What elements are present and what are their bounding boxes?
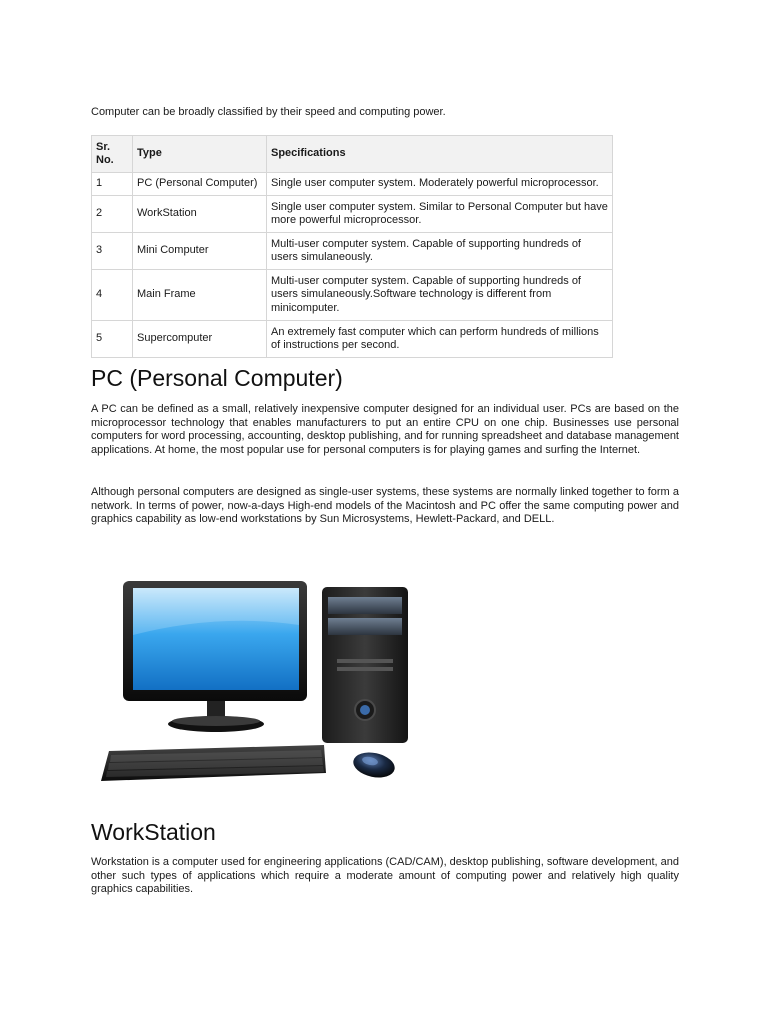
keyboard [101, 745, 326, 781]
pc-section-heading: PC (Personal Computer) [91, 365, 343, 391]
header-specifications: Specifications [267, 136, 613, 173]
table-header-row [92, 136, 613, 173]
table-row [92, 173, 613, 196]
cell-type: Supercomputer [133, 321, 267, 358]
cell-spec: Multi-user computer system. Capable of supporting hundreds of users simulaneously.Software technology is different from minicomputer. [267, 270, 613, 321]
table-row [92, 196, 613, 233]
workstation-section-heading: WorkStation [91, 819, 216, 845]
cell-no: 2 [92, 196, 133, 233]
cell-no: 3 [92, 233, 133, 270]
pc-paragraph-2: Although personal computers are designed as single-user systems, these systems are normally linked together to form a network. In terms of power, now-a-days High-end models of the Macintosh and PC offer the same computing power and graphics capability as low-end workstations by Sun Microsystems, Hewlett-Packard, and DELL. [91, 486, 679, 526]
cell-spec: Multi-user computer system. Capable of supporting hundreds of users simulaneously. [267, 233, 613, 270]
intro-text: Computer can be broadly classified by their speed and computing power. [91, 106, 446, 118]
table-row [92, 321, 613, 358]
workstation-paragraph-1: Workstation is a computer used for engineering applications (CAD/CAM), desktop publishing, software development, and other such types of applications which require a moderate amount of computing power and relatively high quality graphics capabilities. [91, 856, 679, 896]
cell-no: 4 [92, 270, 133, 321]
pc-paragraph-1: A PC can be defined as a small, relatively inexpensive computer designed for an individual user. PCs are based on the microprocessor technology that enables manufacturers to put an entire CPU on one chip. Businesses use personal computers for word processing, accounting, desktop publishing, and for running spreadsheet and database management applications. At home, the most popular use for personal computers is for playing games and surfing the Internet. [91, 403, 679, 457]
header-sr-no: Sr. No. [92, 136, 133, 173]
table-row [92, 270, 613, 321]
monitor [123, 581, 307, 732]
cell-no: 1 [92, 173, 133, 196]
computer-tower [322, 587, 408, 743]
cell-spec: Single user computer system. Similar to Personal Computer but have more powerful microprocessor. [267, 196, 613, 233]
mouse [351, 749, 397, 781]
cell-no: 5 [92, 321, 133, 358]
desktop-computer-illustration [99, 573, 414, 790]
cell-type: Mini Computer [133, 233, 267, 270]
computer-types-table [91, 135, 613, 358]
cell-type: PC (Personal Computer) [133, 173, 267, 196]
cell-type: Main Frame [133, 270, 267, 321]
header-type: Type [133, 136, 267, 173]
cell-spec: Single user computer system. Moderately powerful microprocessor. [267, 173, 613, 196]
table-row [92, 233, 613, 270]
cell-spec: An extremely fast computer which can perform hundreds of millions of instructions per second. [267, 321, 613, 358]
cell-type: WorkStation [133, 196, 267, 233]
